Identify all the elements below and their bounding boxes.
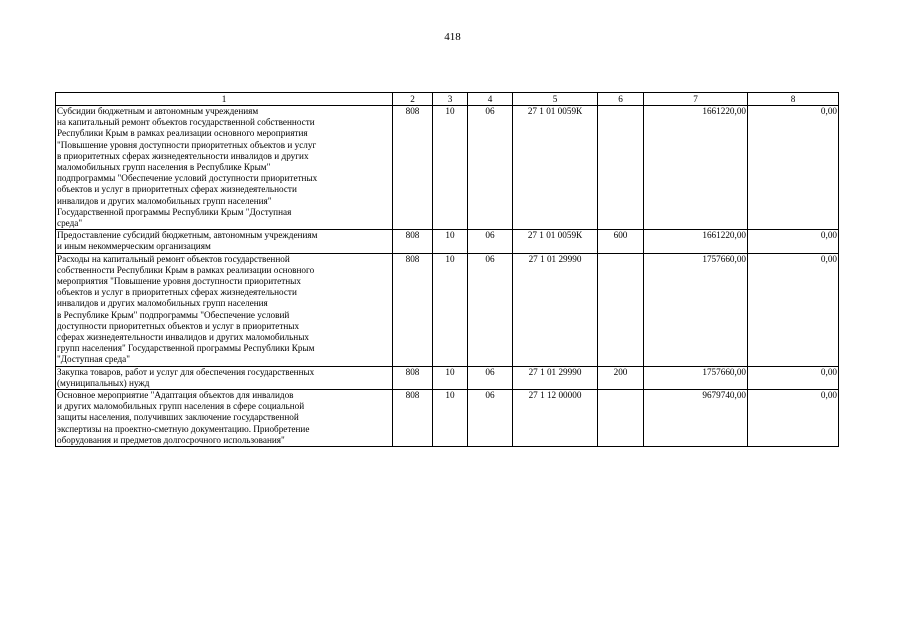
header-cell: 2	[393, 93, 433, 106]
row-code-6	[598, 106, 644, 230]
header-row	[56, 93, 839, 106]
header-cell: 4	[468, 93, 513, 106]
row-code-3: 10	[433, 253, 468, 366]
row-code-6	[598, 253, 644, 366]
row-amount-7: 1661220,00	[644, 230, 748, 253]
row-description: Расходы на капитальный ремонт объектов государственной собственности Республики Крым в рамках реализации основного мероприятия "Повышение уровня доступности приоритетных объектов и услуг в приоритетных сферах жизнедеятельности инвалидов и других маломобильных групп населения в Республике Крым" подпрограммы "Обеспечение условий доступности приоритетных объектов и услуг в приоритетных сферах жизнедеятельности инвалидов и других маломобильных групп населения" Государственной программы Республики Крым "Доступная среда"	[56, 253, 393, 366]
table-row	[56, 253, 839, 366]
header-cell: 8	[748, 93, 839, 106]
row-code-2: 808	[393, 253, 433, 366]
row-amount-7: 1661220,00	[644, 106, 748, 230]
row-code-4: 06	[468, 390, 513, 447]
page-number: 418	[444, 31, 461, 43]
row-description: Закупка товаров, работ и услуг для обеспечения государственных (муниципальных) нужд	[56, 366, 393, 389]
row-code-4: 06	[468, 106, 513, 230]
table-row	[56, 106, 839, 230]
row-code-5: 27 1 01 29990	[513, 366, 598, 389]
row-code-3: 10	[433, 106, 468, 230]
table-row	[56, 390, 839, 447]
budget-table	[55, 92, 839, 447]
row-amount-8: 0,00	[748, 253, 839, 366]
row-code-5: 27 1 01 0059К	[513, 230, 598, 253]
row-amount-8: 0,00	[748, 230, 839, 253]
row-code-5: 27 1 01 29990	[513, 253, 598, 366]
row-code-6: 600	[598, 230, 644, 253]
row-code-5: 27 1 01 0059К	[513, 106, 598, 230]
row-code-2: 808	[393, 106, 433, 230]
row-code-4: 06	[468, 366, 513, 389]
row-description: Основное мероприятие "Адаптация объектов для инвалидов и других маломобильных групп населения в сфере социальной защиты населения, получивших заключение государственной экспертизы на проектно-сметную документацию. Приобретение оборудования и предметов долгосрочного использования"	[56, 390, 393, 447]
row-amount-7: 1757660,00	[644, 366, 748, 389]
row-description: Субсидии бюджетным и автономным учреждениям на капитальный ремонт объектов государственной собственности Республики Крым в рамках реализации основного мероприятия "Повышение уровня доступности приоритетных объектов и услуг в приоритетных сферах жизнедеятельности инвалидов и других маломобильных групп населения в Республике Крым" подпрограммы "Обеспечение условий доступности приоритетных объектов и услуг в приоритетных сферах жизнедеятельности инвалидов и других маломобильных групп населения" Государственной программы Республики Крым "Доступная среда"	[56, 106, 393, 230]
row-code-6	[598, 390, 644, 447]
row-amount-7: 1757660,00	[644, 253, 748, 366]
row-amount-7: 9679740,00	[644, 390, 748, 447]
table-row	[56, 230, 839, 253]
header-cell: 5	[513, 93, 598, 106]
row-description: Предоставление субсидий бюджетным, автономным учреждениям и иным некоммерческим организациям	[56, 230, 393, 253]
header-cell: 7	[644, 93, 748, 106]
row-amount-8: 0,00	[748, 106, 839, 230]
row-code-3: 10	[433, 230, 468, 253]
row-code-2: 808	[393, 366, 433, 389]
row-code-4: 06	[468, 230, 513, 253]
header-cell: 1	[56, 93, 393, 106]
row-code-3: 10	[433, 390, 468, 447]
row-code-6: 200	[598, 366, 644, 389]
row-code-5: 27 1 12 00000	[513, 390, 598, 447]
header-cell: 6	[598, 93, 644, 106]
row-amount-8: 0,00	[748, 390, 839, 447]
row-code-3: 10	[433, 366, 468, 389]
row-code-4: 06	[468, 253, 513, 366]
table-row	[56, 366, 839, 389]
row-code-2: 808	[393, 230, 433, 253]
header-cell: 3	[433, 93, 468, 106]
row-amount-8: 0,00	[748, 366, 839, 389]
row-code-2: 808	[393, 390, 433, 447]
